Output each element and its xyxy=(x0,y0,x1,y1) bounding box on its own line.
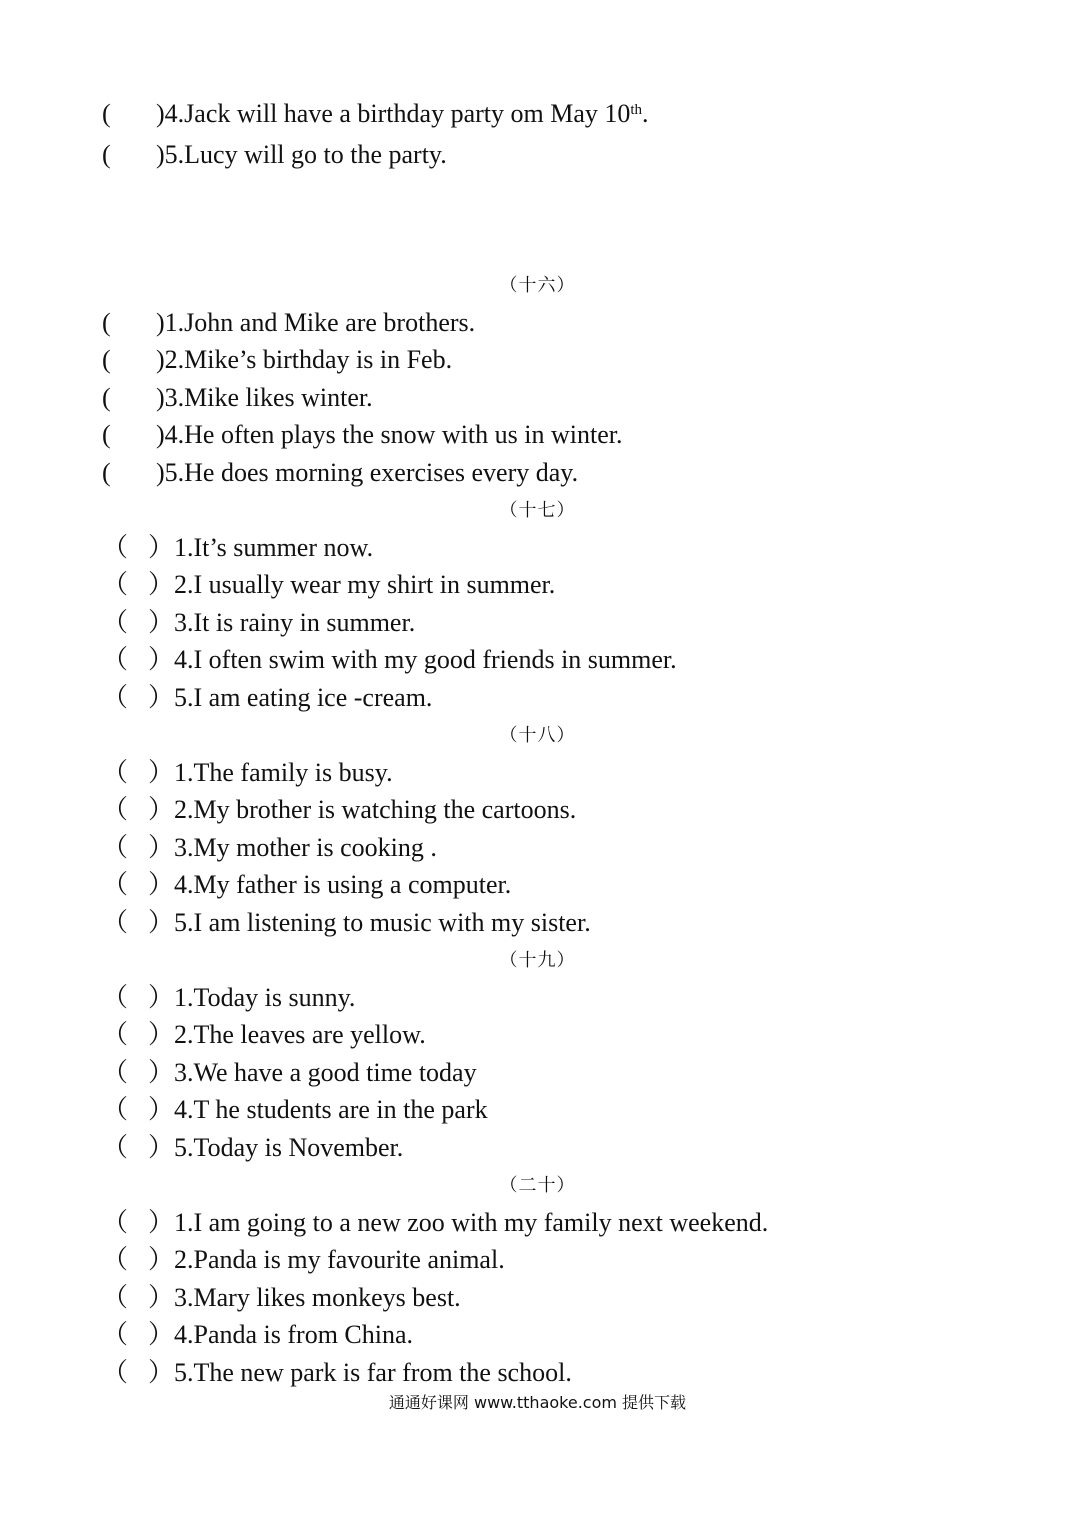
s15-item-4 xyxy=(102,98,649,130)
section-heading-17: （十七） xyxy=(499,500,576,521)
s20-item-2 xyxy=(102,1244,505,1276)
item-text: 4.Panda is from China. xyxy=(174,1320,414,1349)
answer-bracket-close: ） xyxy=(148,758,175,787)
answer-bracket-open[interactable]: （ xyxy=(102,758,129,787)
item-text: 5.Today is November. xyxy=(174,1133,404,1162)
answer-bracket[interactable]: ( xyxy=(102,140,111,169)
answer-bracket-open[interactable]: （ xyxy=(102,533,129,562)
answer-bracket-close: ） xyxy=(148,1245,175,1274)
answer-bracket[interactable]: ( xyxy=(102,308,111,337)
item-text: 2.The leaves are yellow. xyxy=(174,1020,426,1049)
item-text: 3.Mary likes monkeys best. xyxy=(174,1283,461,1312)
answer-bracket-close: ） xyxy=(148,795,175,824)
item-text: )4.He often plays the snow with us in winter. xyxy=(156,420,623,449)
item-text: 4.I often swim with my good friends in summer. xyxy=(174,645,677,674)
s18-item-4 xyxy=(102,869,511,901)
ordinal-suffix: th xyxy=(630,102,643,118)
answer-bracket-close: ） xyxy=(148,645,175,674)
answer-bracket-close: ） xyxy=(148,1283,175,1312)
s17-item-3 xyxy=(102,607,415,639)
s16-item-3 xyxy=(102,382,373,414)
answer-bracket-open[interactable]: （ xyxy=(102,1358,129,1387)
answer-bracket-open[interactable]: （ xyxy=(102,870,129,899)
answer-bracket-open[interactable]: （ xyxy=(102,1245,129,1274)
item-text: 1.It’s summer now. xyxy=(174,533,374,562)
section-heading-20: （二十） xyxy=(499,1175,576,1196)
item-text: )1.John and Mike are brothers. xyxy=(156,308,476,337)
answer-bracket[interactable]: ( xyxy=(102,458,111,487)
answer-bracket-open[interactable]: （ xyxy=(102,1058,129,1087)
answer-bracket-open[interactable]: （ xyxy=(102,1208,129,1237)
item-text: 3.It is rainy in summer. xyxy=(174,608,416,637)
answer-bracket-open[interactable]: （ xyxy=(102,1320,129,1349)
answer-bracket-open[interactable]: （ xyxy=(102,608,129,637)
answer-bracket-close: ） xyxy=(148,533,175,562)
s19-item-1 xyxy=(102,982,355,1014)
answer-bracket-close: ） xyxy=(148,1358,175,1387)
answer-bracket-open[interactable]: （ xyxy=(102,683,129,712)
item-text: 1.Today is sunny. xyxy=(174,983,356,1012)
answer-bracket[interactable]: ( xyxy=(102,99,111,128)
answer-bracket-close: ） xyxy=(148,983,175,1012)
answer-bracket-open[interactable]: （ xyxy=(102,983,129,1012)
s19-item-2 xyxy=(102,1019,426,1051)
answer-bracket-open[interactable]: （ xyxy=(102,1020,129,1049)
s20-item-4 xyxy=(102,1319,413,1351)
s17-item-2 xyxy=(102,569,555,601)
s16-item-2 xyxy=(102,344,452,376)
item-text-end: . xyxy=(642,99,649,128)
answer-bracket[interactable]: ( xyxy=(102,345,111,374)
answer-bracket-open[interactable]: （ xyxy=(102,645,129,674)
answer-bracket-close: ） xyxy=(148,908,175,937)
answer-bracket[interactable]: ( xyxy=(102,383,111,412)
s17-item-5 xyxy=(102,682,432,714)
s17-item-4 xyxy=(102,644,677,676)
item-text: )4.Jack will have a birthday party om May 10 xyxy=(156,99,631,128)
s18-item-1 xyxy=(102,757,393,789)
item-text: 1.I am going to a new zoo with my family next weekend. xyxy=(174,1208,769,1237)
answer-bracket-open[interactable]: （ xyxy=(102,908,129,937)
s18-item-2 xyxy=(102,794,576,826)
section-heading-18: （十八） xyxy=(499,725,576,746)
answer-bracket-close: ） xyxy=(148,833,175,862)
section-heading-19: （十九） xyxy=(499,950,576,971)
item-text: 3.We have a good time today xyxy=(174,1058,477,1087)
s15-item-5 xyxy=(102,139,447,171)
s16-item-5 xyxy=(102,457,578,489)
s17-item-1 xyxy=(102,532,373,564)
answer-bracket-open[interactable]: （ xyxy=(102,1283,129,1312)
answer-bracket-close: ） xyxy=(148,1020,175,1049)
answer-bracket-close: ） xyxy=(148,1320,175,1349)
item-text: )2.Mike’s birthday is in Feb. xyxy=(156,345,453,374)
item-text: 2.Panda is my favourite animal. xyxy=(174,1245,505,1274)
item-text: 4.T he students are in the park xyxy=(174,1095,488,1124)
answer-bracket-open[interactable]: （ xyxy=(102,795,129,824)
answer-bracket-open[interactable]: （ xyxy=(102,570,129,599)
item-text: 5.I am eating ice -cream. xyxy=(174,683,433,712)
item-text: 4.My father is using a computer. xyxy=(174,870,512,899)
item-text: 1.The family is busy. xyxy=(174,758,393,787)
answer-bracket-open[interactable]: （ xyxy=(102,833,129,862)
footer-credit: 通通好课网 www.tthaoke.com 提供下载 xyxy=(388,1393,687,1412)
answer-bracket-close: ） xyxy=(148,1208,175,1237)
item-text: 2.I usually wear my shirt in summer. xyxy=(174,570,556,599)
item-text: 2.My brother is watching the cartoons. xyxy=(174,795,577,824)
answer-bracket-close: ） xyxy=(148,1133,175,1162)
answer-bracket-close: ） xyxy=(148,1095,175,1124)
item-text: 5.The new park is far from the school. xyxy=(174,1358,572,1387)
answer-bracket-close: ） xyxy=(148,870,175,899)
answer-bracket[interactable]: ( xyxy=(102,420,111,449)
section-heading-16: （十六） xyxy=(499,275,576,296)
answer-bracket-close: ） xyxy=(148,570,175,599)
item-text: )5.He does morning exercises every day. xyxy=(156,458,579,487)
s20-item-5 xyxy=(102,1357,572,1389)
answer-bracket-close: ） xyxy=(148,1058,175,1087)
s19-item-4 xyxy=(102,1094,488,1126)
s19-item-3 xyxy=(102,1057,477,1089)
answer-bracket-open[interactable]: （ xyxy=(102,1095,129,1124)
answer-bracket-open[interactable]: （ xyxy=(102,1133,129,1162)
s16-item-4 xyxy=(102,419,623,451)
item-text: 3.My mother is cooking . xyxy=(174,833,437,862)
s18-item-3 xyxy=(102,832,437,864)
item-text: )3.Mike likes winter. xyxy=(156,383,373,412)
s19-item-5 xyxy=(102,1132,403,1164)
s18-item-5 xyxy=(102,907,591,939)
s16-item-1 xyxy=(102,307,475,339)
answer-bracket-close: ） xyxy=(148,608,175,637)
answer-bracket-close: ） xyxy=(148,683,175,712)
s20-item-3 xyxy=(102,1282,461,1314)
item-text: )5.Lucy will go to the party. xyxy=(156,140,447,169)
s20-item-1 xyxy=(102,1207,768,1239)
item-text: 5.I am listening to music with my sister. xyxy=(174,908,591,937)
